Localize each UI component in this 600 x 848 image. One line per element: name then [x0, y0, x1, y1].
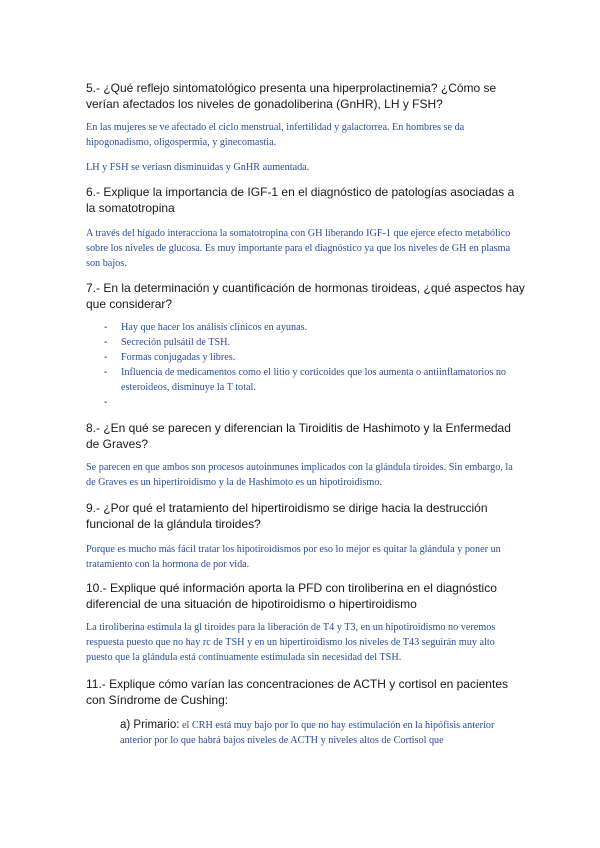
answer-10: La tiroliberina estimula la gl tiroides para la liberación de T4 y T3, en un hipotiroidismo no veremos respuesta puesto que no hay rc de TSH y en un hipertiroidismo los niveles de T43 seguirán muy alto puesto que la glándula está continuamente estimulada sin necesidad del TSH.: [86, 622, 496, 663]
sub-item-text: el CRH está muy bajo por lo que no hay estimulación en la hipófisis anterior anterior por lo que habrá bajos niveles de ACTH y niveles altos de Cortisol que: [120, 720, 495, 746]
question-7: 7.- En la determinación y cuantificación de hormonas tiroideas, ¿qué aspectos hay que considerar?: [86, 281, 525, 311]
question-8: 8.- ¿En qué se parecen y diferencian la Tiroiditis de Hashimoto y la Enfermedad de Graves?: [86, 421, 511, 451]
question-10: 10.- Explique qué información aporta la PFD con tiroliberina en el diagnóstico diferencial de una situación de hipotiroidismo o hipertiroidismo: [86, 581, 497, 611]
dash-bullet: -: [104, 352, 108, 363]
dash-bullet: -: [104, 367, 108, 378]
answer-5-part-1: En las mujeres se ve afectado el ciclo menstrual, infertilidad y galactorrea. En hombres se da hipogonadismo, oligospermia, y ginecomastia.: [86, 122, 465, 148]
question-6: 6.- Explique la importancia de IGF-1 en el diagnóstico de patologías asociadas a la somatotropina: [86, 185, 515, 215]
list-item: - Hay que hacer los análisis clínicos en ayunas.: [104, 322, 308, 333]
considerations-list: [86, 320, 526, 408]
question-11: 11.- Explique cómo varían las concentraciones de ACTH y cortisol en pacientes con Síndrome de Cushing:: [86, 677, 508, 707]
answer-6: A través del hígado interacciona la somatotropina con GH liberando IGF-1 que ejerce efecto metabólico sobre los niveles de glucosa. Es muy importante para el diagnóstico ya que los niveles de GH en plasma son bajos.: [86, 228, 511, 269]
list-item: - Secreción pulsátil de TSH.: [104, 337, 231, 348]
answer-11-primary: [120, 718, 522, 748]
answer-9: Porque es mucho más fácil tratar los hipotiroidismos por eso lo mejor es quitar la glándula y poner un tratamiento con la hormona de por vida.: [86, 544, 501, 570]
question-9: 9.- ¿Por qué el tratamiento del hipertiroidismo se dirige hacia la destrucción funcional de la glándula tiroides?: [86, 501, 488, 531]
answer-5-part-2: LH y FSH se veríasn disminuidas y GnHR aumentada.: [86, 162, 310, 173]
dash-bullet: -: [104, 337, 108, 348]
sub-item-label: a) Primario:: [120, 719, 180, 731]
question-5: 5.- ¿Qué reflejo sintomatológico presenta una hiperprolactinemia? ¿Cómo se verían afectados los niveles de gonadoliberina (GnHR), LH y FSH?: [86, 81, 497, 111]
list-item: - Formas conjugadas y libres.: [104, 352, 236, 363]
dash-bullet: -: [104, 322, 108, 333]
answer-8: Se parecen en que ambos son procesos autoinmunes implicados con la glándula tiroides. Sin embargo, la de Graves es un hipertiroidismo y la de Hashimoto es un hipotiroidismo.: [86, 462, 513, 488]
dash-bullet: -: [104, 397, 108, 408]
list-item: - Influencia de medicamentos como el litio y corticoides que los aumenta o antiinflamatorios no esteroideos, disminuye la T total.: [104, 367, 507, 393]
